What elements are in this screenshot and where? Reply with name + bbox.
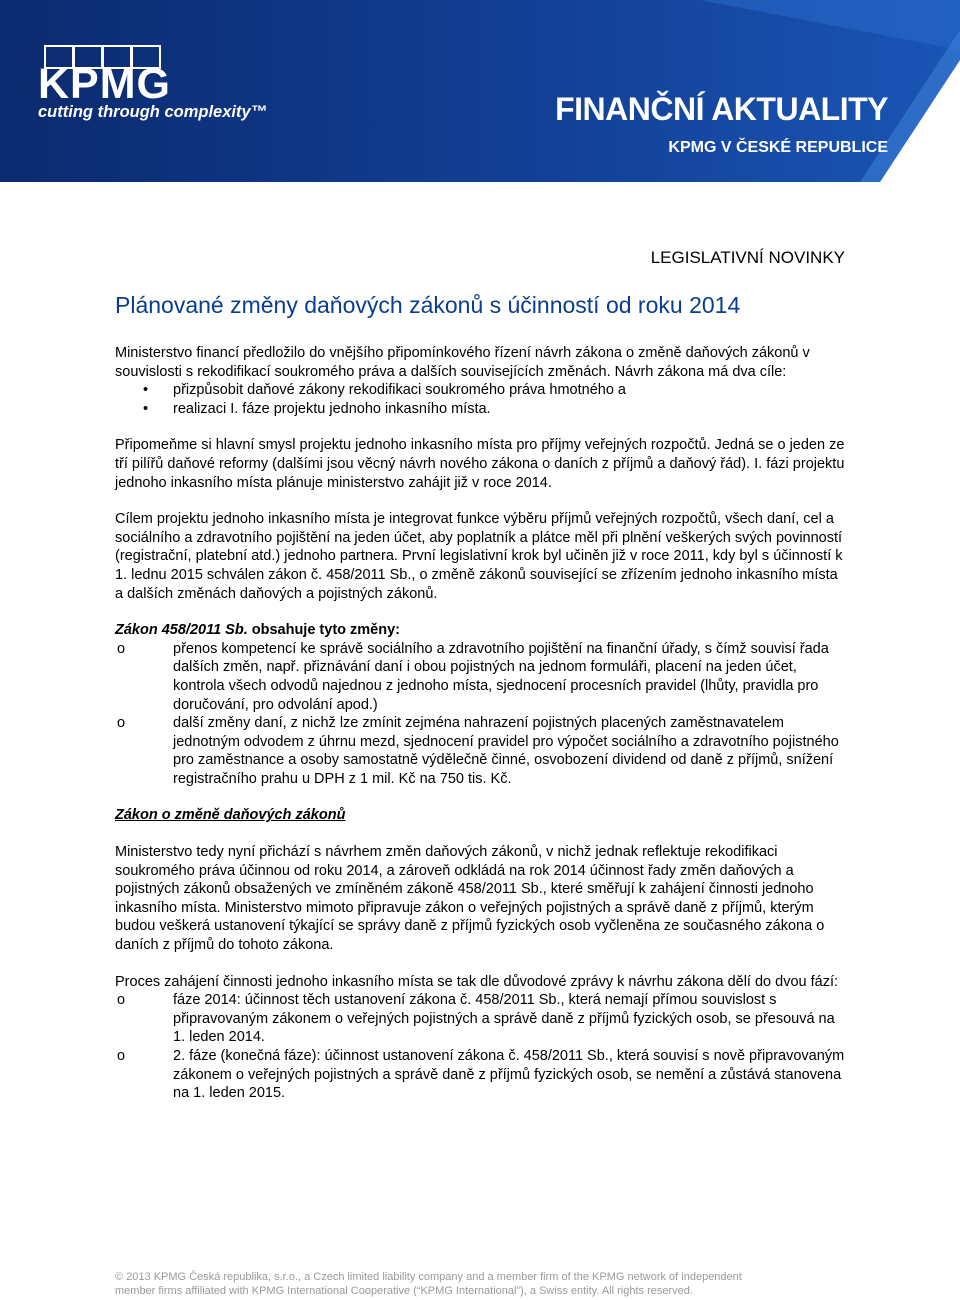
phase-item: o 2. fáze (konečná fáze): účinnost ustanovení zákona č. 458/2011 Sb., která souvisí s nově připravovaným zákonem o veřejných pojistných a správě daně z příjmů fyzických osob, se nemění a zůstává stanovena na 1. leden 2015. xyxy=(117,1048,845,1102)
footer-line: member firms affiliated with KPMG International Cooperative (“KPMG International”), a Swiss entity. All rights reserved. xyxy=(115,1285,693,1297)
logo-tagline: cutting through complexity™ xyxy=(38,103,268,121)
bullet-circle-icon: o xyxy=(117,715,126,732)
law458-item: o další změny daní, z nichž lze zmínit zejména nahrazení pojistných placených zaměstnavatelem jednotným odvodem z úhrnu mezd, sjednocení pravidel pro výpočet sociálního a zdravotního pojistného pro zaměstnance a osoby samostatně výdělečně činné, osvobození dividend od daně z příjmů, snížení registračního prahu u DPH z 1 mil. Kč na 750 tis. Kč. xyxy=(117,715,839,787)
law-change-paragraph: Ministerstvo tedy nyní přichází s návrhem změn daňových zákonů, v nichž jednak reflektuje rekodifikaci soukromého práva účinnou od roku 2014, a zároveň odkládá na rok 2014 účinnost řady změn daňových a pojistných zákonů obsažených ve zmíněném zákoně 458/2011 Sb., které směřují k zahájení činnosti jednoho inkasního místa. Ministerstvo mimoto připravuje zákon o veřejných pojistných a správě daně z příjmů, kterým budou veškerá ustanovení týkající se správy daně z příjmů fyzických osob vyčleněna ze současného zákona o daních z příjmů do tohoto zákona. xyxy=(115,844,825,954)
reminder-paragraph: Připomeňme si hlavní smysl projektu jednoho inkasního místa pro příjmy veřejných rozpočtů. Jedná se o jeden ze tří pilířů daňové reformy (dalšími jsou věcný návrh nového zákona o daních z příjmů a daňový řád). I. fázi projektu jednoho inkasního místa plánuje ministerstvo zahájit již v roce 2014. xyxy=(115,437,845,491)
bullet-circle-icon: o xyxy=(117,992,126,1009)
goal-paragraph: Cílem projektu jednoho inkasního místa je integrovat funkce výběru příjmů veřejných rozpočtů, všech daní, cel a sociálního a zdravotního pojištění na jeden účet, aby poplatník a plátce měl při plnění veškerých svých povinností (registrační, platební atd.) jednoho partnera. První legislativní krok byl učiněn již v roce 2011, kdy byl s účinností k 1. lednu 2015 schválen zákon č. 458/2011 Sb., o změně zákonů související se zřízením jednoho inkasního místa a dalších změnách daňových a pojistných zákonů. xyxy=(115,511,843,602)
phase-item: o fáze 2014: účinnost těch ustanovení zákona č. 458/2011 Sb., která nemají přímou souvislost s připravovaným zákonem o veřejných pojistných a správě daně z příjmů fyzických osob, se přesouvá na 1. leden 2014. xyxy=(117,992,835,1046)
banner-subtitle: KPMG V ČESKÉ REPUBLICE xyxy=(668,139,888,156)
intro-paragraph: Ministerstvo financí předložilo do vnějšího připomínkového řízení návrh zákona o změně daňových zákonů v souvislosti s rekodifikací soukromého práva a dalších souvisejících změnách. Návrh zákona má dva cíle: xyxy=(115,345,810,380)
bullet-circle-icon: o xyxy=(117,1048,126,1064)
section-label: LEGISLATIVNÍ NOVINKY xyxy=(650,248,845,267)
header-banner xyxy=(0,0,960,182)
article-body xyxy=(115,344,845,1103)
bullet-circle-icon: o xyxy=(117,640,126,657)
copyright-footer xyxy=(115,1270,875,1298)
law458-item: o přenos kompetencí ke správě sociálního a zdravotního pojištění na finanční úřady, s čímž souvisí řada dalších změn, např. přiznávání daní i obou pojistných na jednom formuláři, placení na jeden účet, kontrola všech odvodů najednou z jednoho místa, sjednocení procesních pravidel (lhůty, pravidla pro doručování, pro odvolání apod.) xyxy=(117,640,829,713)
footer-line: © 2013 KPMG Česká republika, s.r.o., a Czech limited liability company and a member firm of the KPMG network of independent xyxy=(115,1271,742,1283)
law458-heading: Zákon 458/2011 Sb. obsahuje tyto změny: xyxy=(115,622,400,639)
banner-title: FINANČNÍ AKTUALITY xyxy=(555,91,888,127)
document-title: Plánované změny daňových zákonů s účinností od roku 2014 xyxy=(115,292,741,318)
bullet-dot-icon: • xyxy=(143,382,149,399)
intro-bullet: • přizpůsobit daňové zákony rekodifikaci soukromého práva hmotného a xyxy=(143,382,626,399)
intro-bullet: • realizaci I. fáze projektu jednoho inkasního místa. xyxy=(143,400,491,417)
kpmg-logo: KPMG xyxy=(38,60,171,108)
phases-paragraph: Proces zahájení činnosti jednoho inkasního místa se tak dle důvodové zprávy k návrhu zákona dělí do dvou fází: xyxy=(115,973,839,990)
bullet-dot-icon: • xyxy=(143,400,149,417)
law-change-heading: Zákon o změně daňových zákonů xyxy=(115,807,346,824)
